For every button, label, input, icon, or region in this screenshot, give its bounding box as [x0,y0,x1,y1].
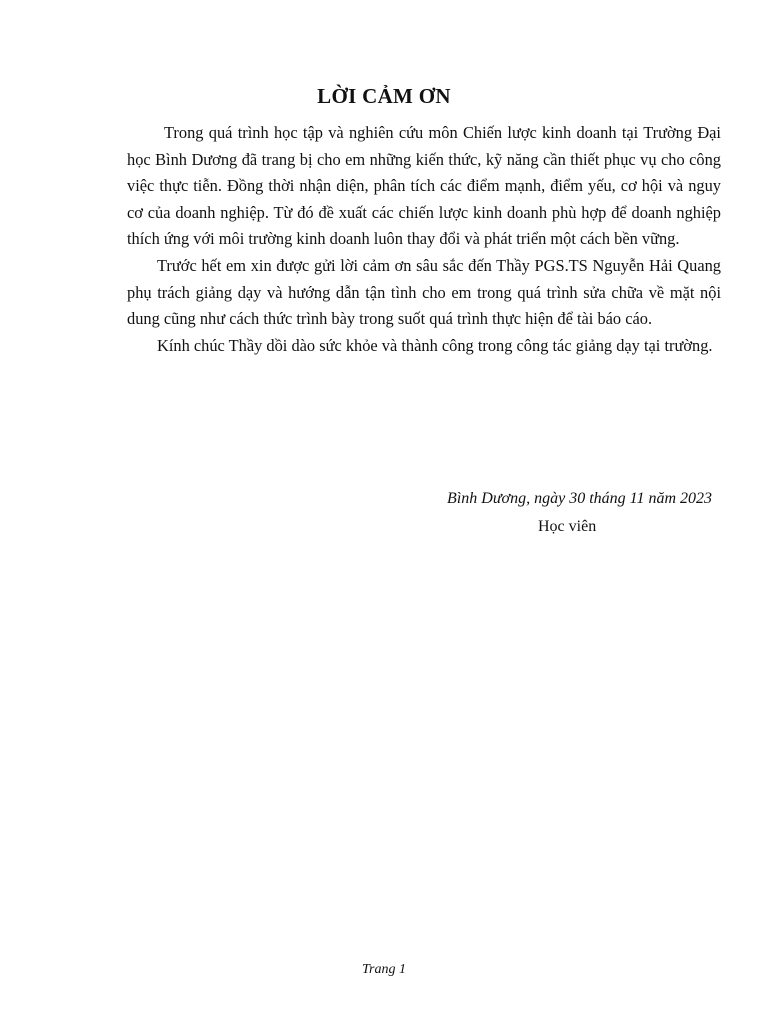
signer-role: Học viên [538,518,597,535]
page-title: LỜI CẢM ƠN [317,84,451,108]
paragraph-wishes: Kính chúc Thầy dồi dào sức khỏe và thành công trong công tác giảng dạy tại trường. [157,335,713,355]
paragraph-intro: Trong quá trình học tập và nghiên cứu môn Chiến lược kinh doanh tại Trường Đại học Bình Dương đã trang bị cho em những kiến thức, kỹ năng cần thiết phục vụ cho công việc thực tiễn. Đồng thời nhận diện, phân tích các điểm mạnh, điểm yếu, cơ hội và nguy cơ của doanh nghiệp. Từ đó đề xuất các chiến lược kinh doanh phù hợp để doanh nghiệp thích ứng với môi trường kinh doanh luôn thay đổi và phát triển một cách bền vững. [127,123,721,249]
page-number: Trang 1 [362,962,406,977]
place-date: Bình Dương, ngày 30 tháng 11 năm 2023 [447,490,712,507]
paragraph-thanks: Trước hết em xin được gửi lời cảm ơn sâu sắc đến Thầy PGS.TS Nguyễn Hải Quang phụ trách giảng dạy và hướng dẫn tận tình cho em trong quá trình sửa chữa về mặt nội dung cũng như cách thức trình bày trong suốt quá trình thực hiện để tài báo cáo. [127,255,721,329]
body-text [127,120,721,359]
